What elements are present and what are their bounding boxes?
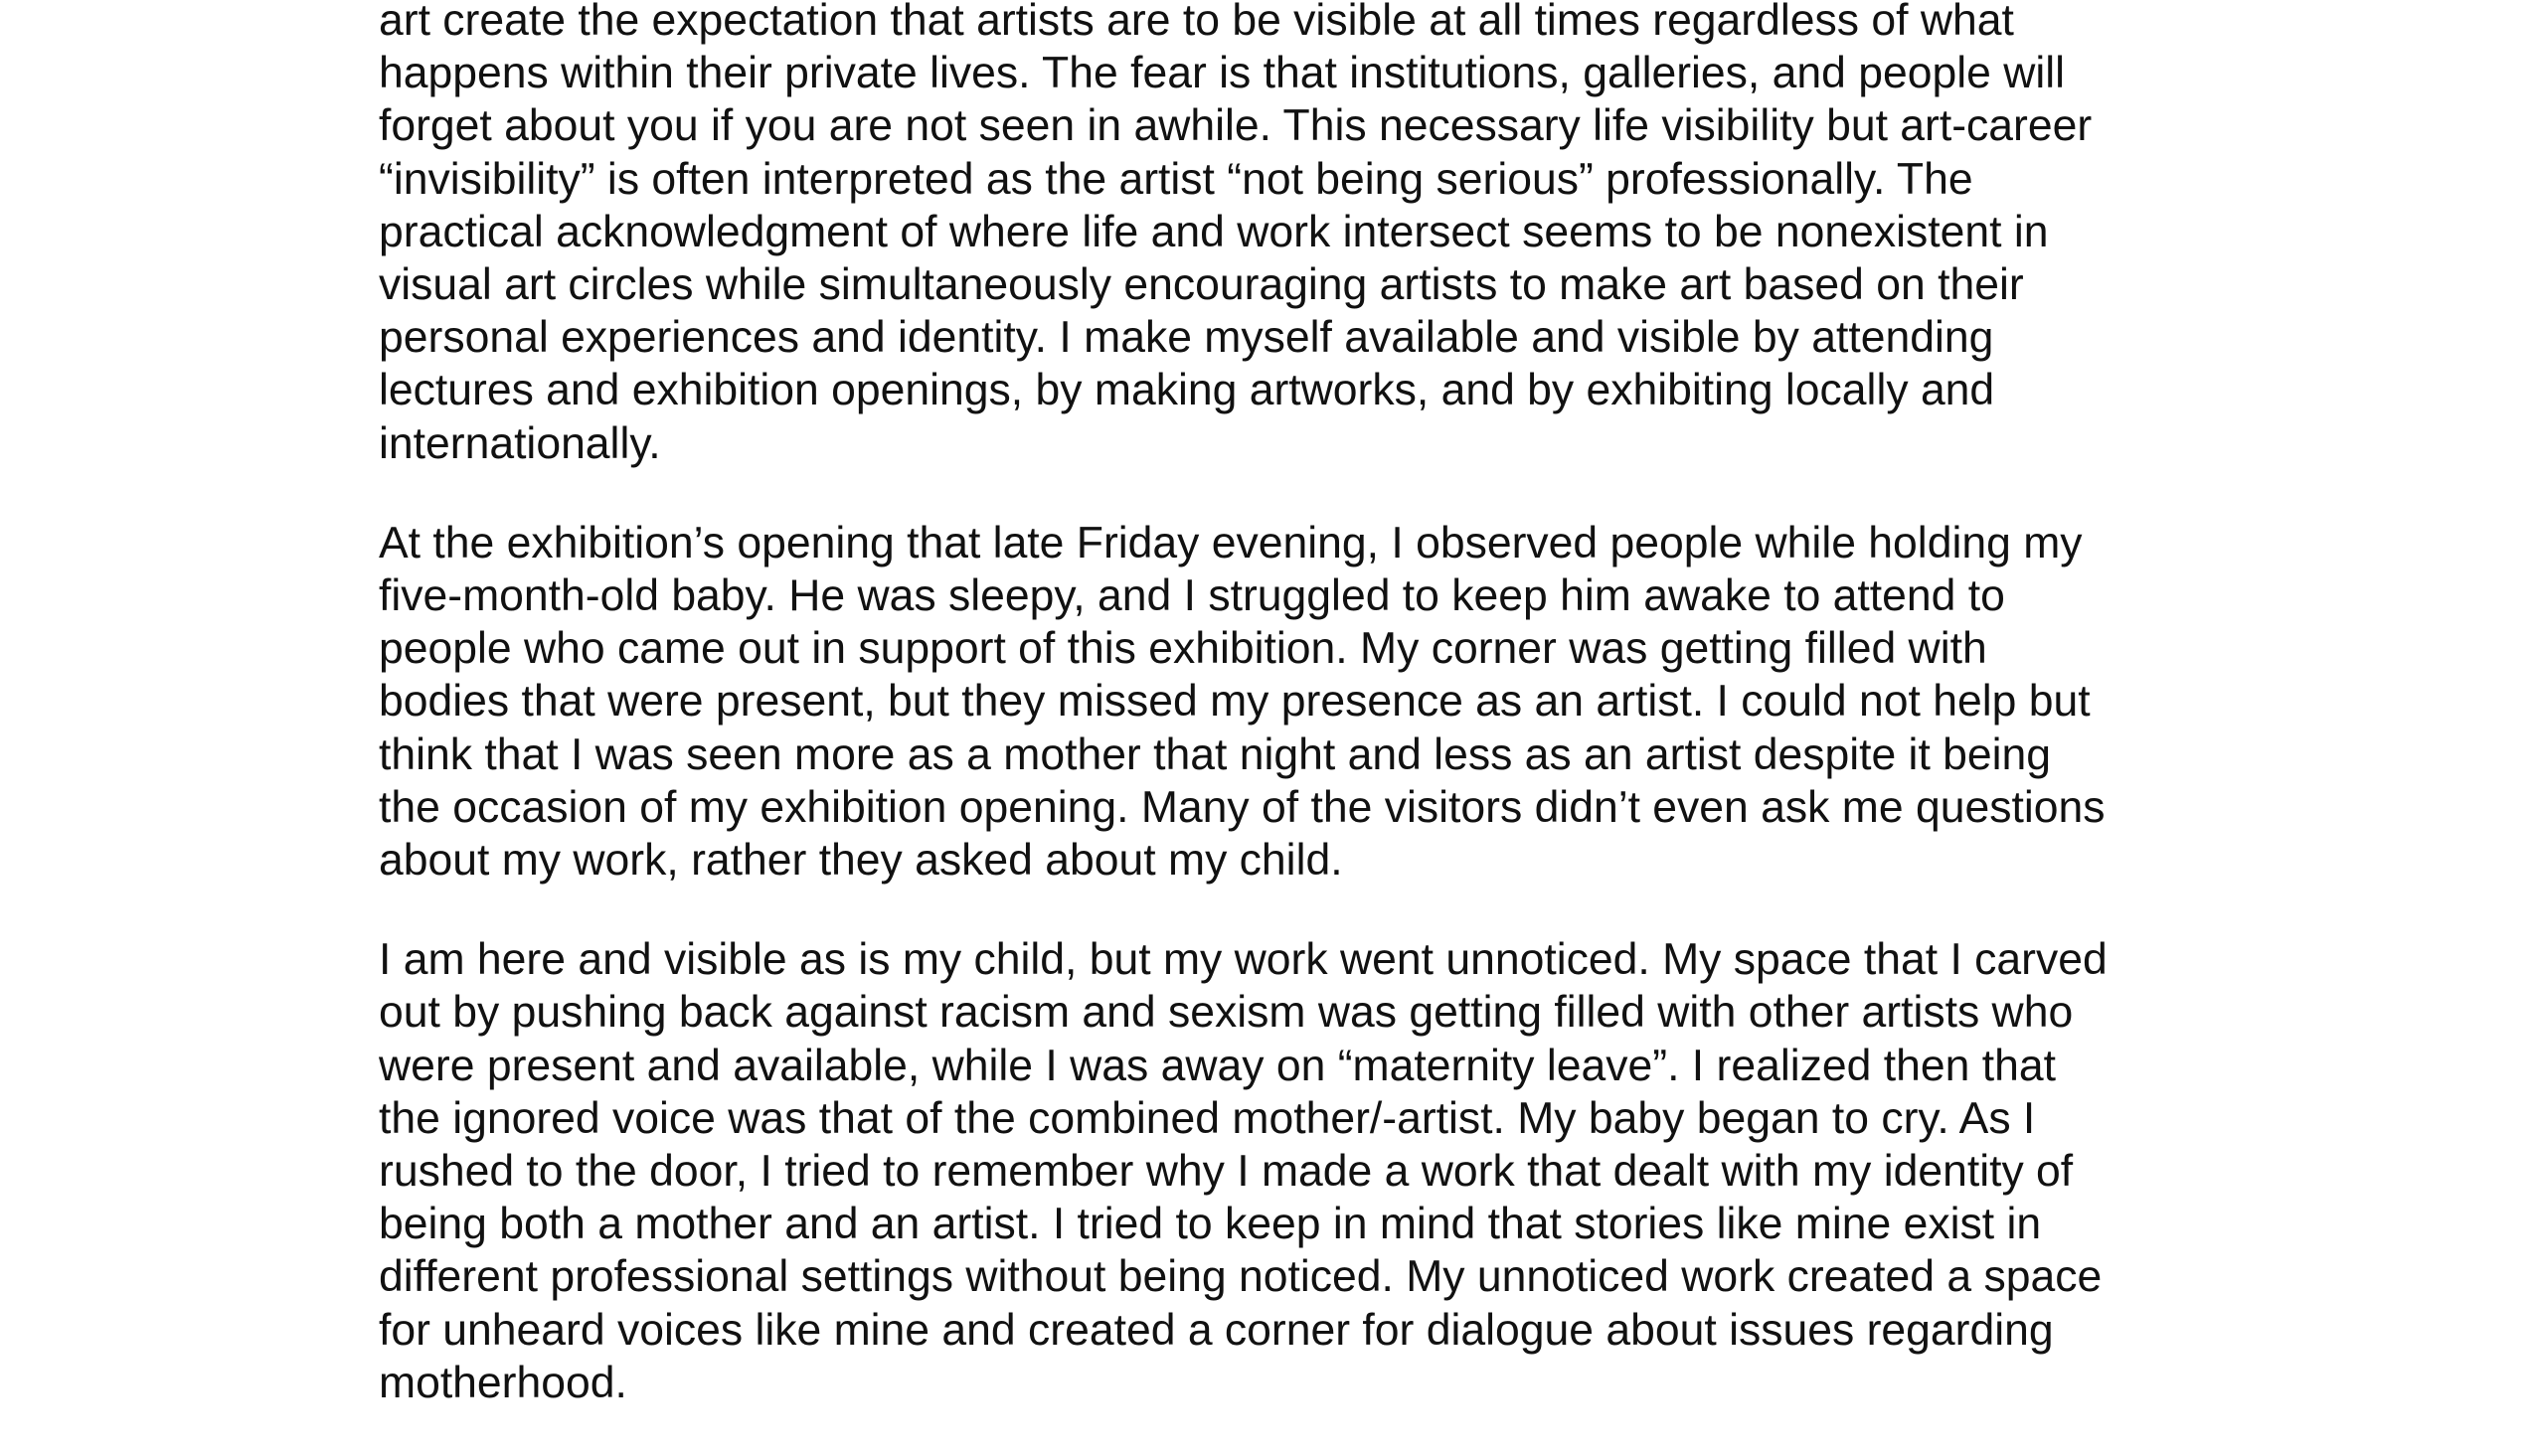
text-line: the ignored voice was that of the combined mother/-artist. My baby began to cry. As I <box>379 1093 2036 1143</box>
text-line: personal experiences and identity. I make myself available and visible by attending <box>379 313 1994 363</box>
text-line: “invisibility” is often interpreted as the artist “not being serious” professionally. The <box>379 154 1973 204</box>
text-line: the occasion of my exhibition opening. Many of the visitors didn’t even ask me questions <box>379 782 2106 832</box>
text-line: were present and available, while I was away on “maternity leave”. I realized then that <box>379 1041 2056 1090</box>
text-line: bodies that were present, but they missed my presence as an artist. I could not help but <box>379 677 2091 727</box>
text-line: internationally. <box>379 418 661 468</box>
text-line: practical acknowledgment of where life and work intersect seems to be nonexistent in <box>379 207 2049 256</box>
paragraph-exhibition-opening <box>379 517 2208 887</box>
text-line: being both a mother and an artist. I tried to keep in mind that stories like mine exist in <box>379 1200 2042 1249</box>
text-line: motherhood. <box>379 1358 627 1407</box>
paragraph-unnoticed-work <box>379 933 2208 1409</box>
text-line: visual art circles while simultaneously encouraging artists to make art based on their <box>379 260 2024 310</box>
text-line: forget about you if you are not seen in awhile. This necessary life visibility but art-career <box>379 101 2093 151</box>
text-line: different professional settings without being noticed. My unnoticed work created a space <box>379 1252 2103 1302</box>
text-line: I am here and visible as is my child, but my work went unnoticed. My space that I carved <box>379 935 2108 985</box>
text-line: people who came out in support of this exhibition. My corner was getting filled with <box>379 624 1987 674</box>
text-line: happens within their private lives. The fear is that institutions, galleries, and people will <box>379 49 2066 98</box>
text-line: rushed to the door, I tried to remember why I made a work that dealt with my identity of <box>379 1147 2074 1197</box>
text-line: five-month-old baby. He was sleepy, and I struggled to keep him awake to attend to <box>379 571 2005 621</box>
text-line: art create the expectation that artists are to be visible at all times regardless of what <box>379 0 2014 45</box>
paragraph-visibility <box>379 0 2208 470</box>
body-text <box>379 0 2208 1456</box>
text-line: lectures and exhibition openings, by making artworks, and by exhibiting locally and <box>379 366 1995 415</box>
text-line: out by pushing back against racism and sexism was getting filled with other artists who <box>379 988 2074 1038</box>
text-line: about my work, rather they asked about my child. <box>379 836 1343 886</box>
text-line: for unheard voices like mine and created a corner for dialogue about issues regarding <box>379 1305 2054 1355</box>
text-line: At the exhibition’s opening that late Friday evening, I observed people while holding my <box>379 518 2083 567</box>
text-line: think that I was seen more as a mother that night and less as an artist despite it being <box>379 729 2052 779</box>
